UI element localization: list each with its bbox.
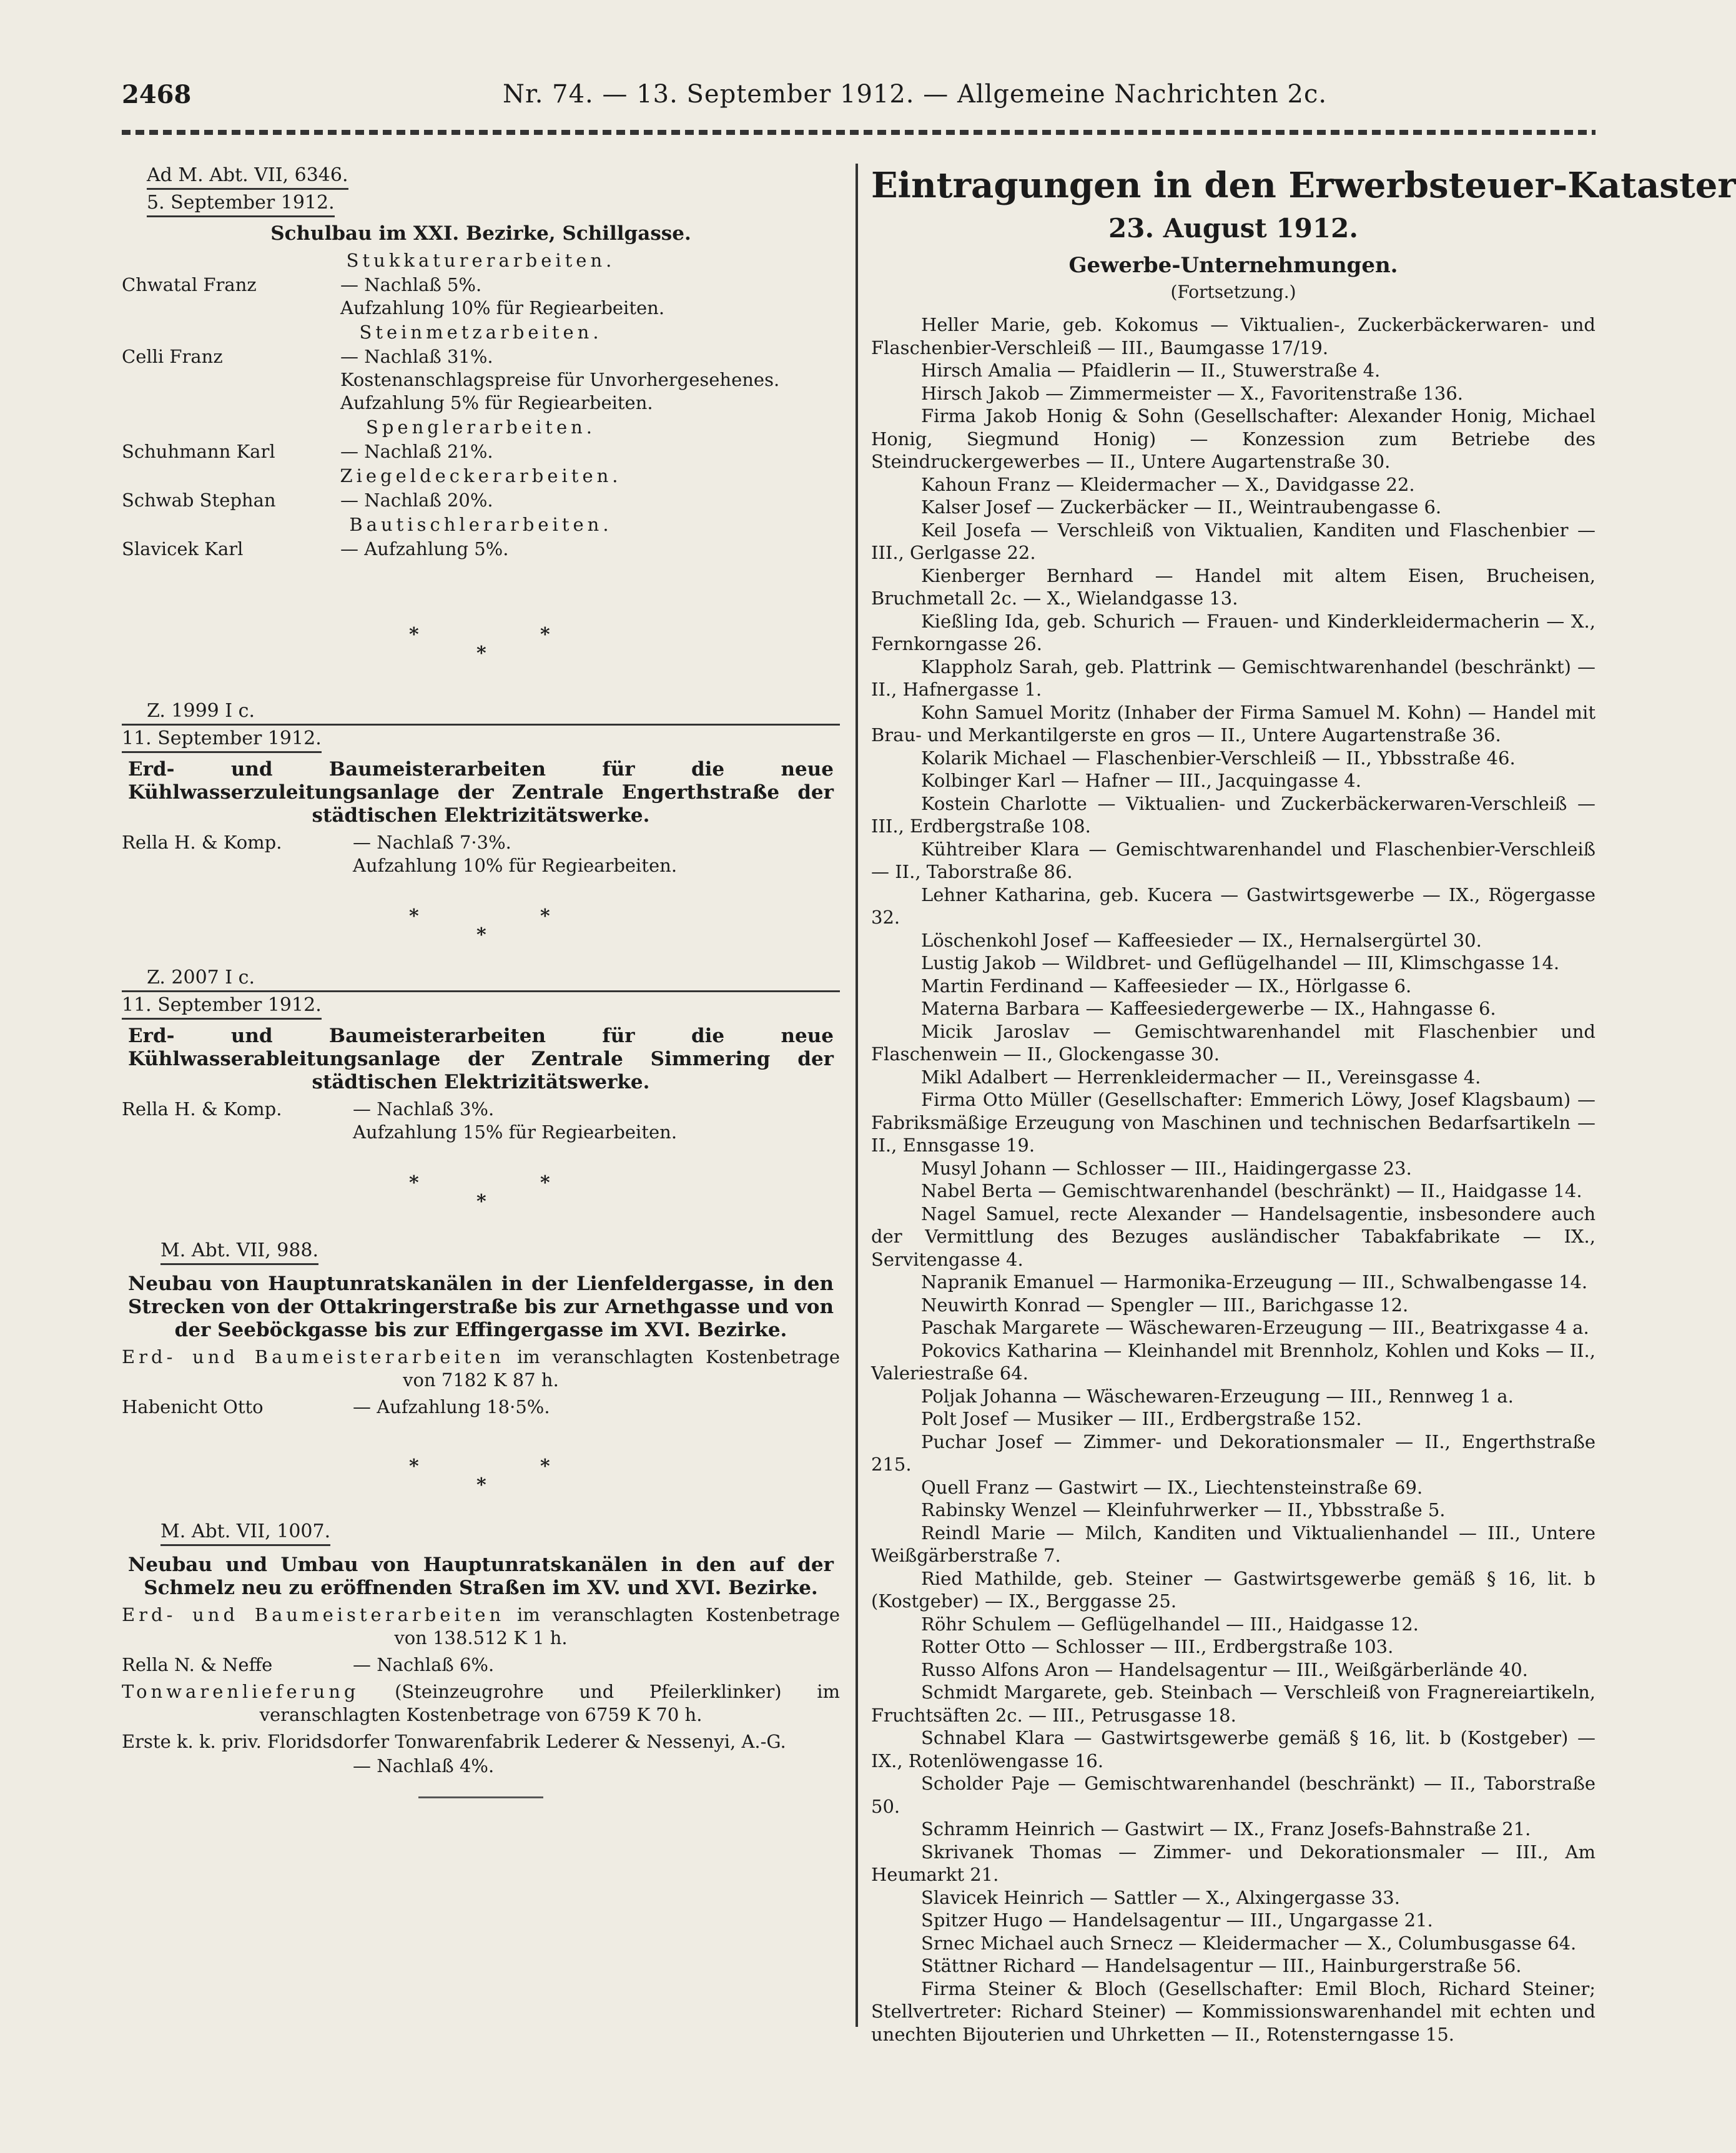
bid-entry: [122, 538, 840, 561]
notice-reference: Ad M. Abt. VII, 6346.: [147, 164, 348, 190]
star-glyph: *: [476, 643, 486, 664]
register-entry: Kostein Charlotte — Viktualien- und Zuckerbäckerwaren-Verschleiß — III., Erdbergstraße 108.: [871, 792, 1595, 837]
bid-detail: Kostenanschlagspreise für Unvorhergesehenes.: [340, 369, 780, 390]
section-heading: Stukkaturerarbeiten.: [346, 250, 616, 271]
section-text: [122, 1346, 840, 1392]
register-entry: Firma Otto Müller (Gesellschafter: Emmerich Löwy, Josef Klagsbaum) — Fabriksmäßige Erzeugung von Maschinen und technischen Bedarfsartikeln — II., Ennsgasse 19.: [871, 1089, 1595, 1156]
star-glyph: *: [540, 1172, 550, 1194]
bid-detail: — Nachlaß 20%.: [340, 490, 493, 511]
bid-detail: — Nachlaß 3%.: [353, 1098, 495, 1120]
bidder-name: Celli Franz: [122, 346, 223, 367]
star-glyph: *: [540, 905, 550, 927]
project-title: Erd- und Baumeisterarbeiten für die neue Kühlwasserableitungsanlage der Zentrale Simmering der städtischen Elektrizitätswerke.: [128, 1025, 834, 1093]
star-glyph: *: [540, 1456, 550, 1477]
register-entry: Firma Jakob Honig & Sohn (Gesellschafter: Alexander Honig, Michael Honig, Siegmund Honig) — Konzession zum Betriebe des Steindruckergewerbes — II., Untere Augartenstraße 30.: [871, 405, 1595, 472]
register-entry: Heller Marie, geb. Kokomus — Viktualien-, Zuckerbäckerwaren- und Flaschenbier-Verschleiß — III., Baumgasse 17/19.: [871, 314, 1595, 358]
bid-entry: [122, 1653, 840, 1677]
section-label: Erd- und Baumeisterarbeiten: [122, 1346, 505, 1367]
section-heading: Ziegeldeckerarbeiten.: [340, 465, 622, 486]
bid-detail: — Nachlaß 21%.: [340, 441, 493, 462]
section-title: Eintragungen in den Erwerbsteuer-Kataster: [871, 165, 1736, 206]
bid-entry: [122, 345, 840, 415]
register-entry: Löschenkohl Josef — Kaffeesieder — IX., Hernalsergürtel 30.: [921, 929, 1482, 951]
section-text: [122, 1680, 840, 1727]
star-glyph: *: [476, 1191, 486, 1213]
notice-reference: Z. 1999 I c.: [147, 700, 255, 722]
notice-block-1: [122, 164, 840, 561]
register-entry: Schmidt Margarete, geb. Steinbach — Verschleiß von Fragnereiartikeln, Fruchtsäften 2c. — III., Petrusgasse 18.: [871, 1682, 1595, 1726]
register-entry: Kolbinger Karl — Hafner — III., Jacquingasse 4.: [921, 770, 1361, 791]
register-entry: Neuwirth Konrad — Spengler — III., Barichgasse 12.: [921, 1294, 1409, 1316]
notice-date: 11. September 1912.: [122, 993, 322, 1020]
register-entry: Kohn Samuel Moritz (Inhaber der Firma Samuel M. Kohn) — Handel mit Brau- und Merkantilgerste en gros — II., Untere Augartenstraße 36.: [871, 701, 1595, 746]
bidder-name: Habenicht Otto: [122, 1396, 264, 1417]
register-entry: Mikl Adalbert — Herrenkleidermacher — II., Vereinsgasse 4.: [921, 1066, 1481, 1088]
register-entry: Röhr Schulem — Geflügelhandel — III., Haidgasse 12.: [921, 1613, 1419, 1635]
notice-block-3: [122, 966, 840, 1144]
bid-detail: — Nachlaß 31%.: [340, 346, 493, 367]
project-title: Schulbau im XXI. Bezirke, Schillgasse.: [270, 222, 691, 245]
register-entry: Paschak Margarete — Wäschewaren-Erzeugung — III., Beatrixgasse 4 a.: [921, 1317, 1589, 1338]
bid-detail: — Nachlaß 5%.: [340, 274, 482, 295]
register-entry: Musyl Johann — Schlosser — III., Haidingergasse 23.: [921, 1157, 1412, 1179]
closing-rule: [418, 1796, 543, 1798]
bid-detail: — Aufzahlung 5%.: [340, 538, 509, 559]
register-entry: Schnabel Klara — Gastwirtsgewerbe gemäß § 16, lit. b (Kostgeber) — IX., Rotenlöwengasse 16.: [871, 1727, 1595, 1771]
section-description: im veranschlagten Kostenbetrage von 138.512 K 1 h.: [394, 1604, 840, 1648]
bid-detail: Aufzahlung 5% für Regiearbeiten.: [340, 392, 653, 413]
bid-detail: — Nachlaß 4%.: [353, 1755, 495, 1776]
project-title: Neubau und Umbau von Hauptunratskanälen in den auf der Schmelz neu zu eröffnenden Straßen im XV. und XVI. Bezirke.: [128, 1554, 834, 1599]
section-heading: Bautischlerarbeiten.: [349, 514, 613, 535]
star-glyph: *: [409, 905, 419, 927]
register-entry: Skrivanek Thomas — Zimmer- und Dekorationsmaler — III., Am Heumarkt 21.: [871, 1841, 1595, 1885]
register-entry: Kahoun Franz — Kleidermacher — X., Davidgasse 22.: [921, 473, 1415, 495]
register-entry: Nabel Berta — Gemischtwarenhandel (beschränkt) — II., Haidgasse 14.: [921, 1180, 1582, 1201]
bid-detail: — Nachlaß 6%.: [353, 1654, 495, 1675]
register-entry: Slavicek Heinrich — Sattler — X., Alxingergasse 33.: [921, 1886, 1400, 1908]
column-divider: [856, 164, 858, 2027]
bidder-name: Schuhmann Karl: [122, 441, 275, 462]
header-rule: [122, 130, 1595, 135]
notice-block-5: [122, 1520, 840, 1798]
register-entry: Martin Ferdinand — Kaffeesieder — IX., Hörlgasse 6.: [921, 975, 1412, 997]
register-entry: Keil Josefa — Verschleiß von Viktualien, Kanditen und Flaschenbier — III., Gerlgasse 22.: [871, 519, 1595, 563]
register-entry: Kalser Josef — Zuckerbäcker — II., Weintraubengasse 6.: [921, 496, 1442, 518]
register-entry: Lehner Katharina, geb. Kucera — Gastwirtsgewerbe — IX., Rögergasse 32.: [871, 884, 1595, 928]
bidder-name: Rella N. & Neffe: [122, 1654, 273, 1675]
page-header: [122, 80, 1595, 124]
bid-entry: [122, 273, 840, 320]
register-entry: Russo Alfons Aron — Handelsagentur — III., Weißgärberlände 40.: [921, 1658, 1528, 1680]
register-entry: Srnec Michael auch Srnecz — Kleidermacher — X., Columbusgasse 64.: [921, 1932, 1577, 1954]
register-entry: Kolarik Michael — Flaschenbier-Verschleiß — II., Ybbsstraße 46.: [921, 747, 1516, 769]
star-separator: [122, 1420, 840, 1520]
bid-detail: — Nachlaß 7·3%.: [353, 832, 511, 853]
star-glyph: *: [409, 624, 419, 646]
register-entry: Nagel Samuel, recte Alexander — Handelsagentie, insbesondere auch der Vermittlung des Bezuges ausländischer Tabakfabrikate — IX., Servitengasse 4.: [871, 1203, 1595, 1270]
notice-block-2: [122, 699, 840, 877]
register-entry: Spitzer Hugo — Handelsagentur — III., Ungargasse 21.: [921, 1909, 1433, 1931]
register-entry: Stättner Richard — Handelsagentur — III., Hainburgerstraße 56.: [921, 1955, 1522, 1976]
bid-detail: Aufzahlung 10% für Regiearbeiten.: [353, 855, 678, 876]
section-date: 23. August 1912.: [1108, 213, 1358, 244]
register-entry: Hirsch Amalia — Pfaidlerin — II., Stuwerstraße 4.: [921, 360, 1381, 381]
register-entry: Schramm Heinrich — Gastwirt — IX., Franz Josefs-Bahnstraße 21.: [921, 1818, 1531, 1840]
bid-detail: Aufzahlung 15% für Regiearbeiten.: [353, 1121, 678, 1143]
header-issue-line: Nr. 74. — 13. September 1912. — Allgemeine Nachrichten 2c.: [503, 80, 1328, 109]
register-entries: [871, 313, 1595, 2046]
bidder-name: Chwatal Franz: [122, 274, 257, 295]
firm-name: Erste k. k. priv. Floridsdorfer Tonwarenfabrik Lederer & Nessenyi, A.-G.: [122, 1731, 786, 1752]
star-separator: [122, 879, 840, 966]
register-entry: Kießling Ida, geb. Schurich — Frauen- und Kinderkleidermacherin — X., Fernkorngasse 26.: [871, 610, 1595, 654]
bid-entry: [122, 489, 840, 512]
register-entry: Firma Steiner & Bloch (Gesellschafter: Emil Bloch, Richard Steiner; Stellvertreter: Richard Steiner) — Kommissionswarenhandel mit echten und unechten Bijouterien und Uhrketten — II., Rotensterngasse 15.: [871, 1978, 1595, 2045]
register-entry: Polt Josef — Musiker — III., Erdbergstraße 152.: [921, 1408, 1362, 1429]
register-entry: Scholder Paje — Gemischtwarenhandel (beschränkt) — II., Taborstraße 50.: [871, 1773, 1595, 1817]
register-entry: Kienberger Bernhard — Handel mit altem Eisen, Brucheisen, Bruchmetall 2c. — X., Wielandgasse 13.: [871, 564, 1595, 609]
register-entry: Rotter Otto — Schlosser — III., Erdbergstraße 103.: [921, 1636, 1394, 1657]
register-entry: Ried Mathilde, geb. Steiner — Gastwirtsgewerbe gemäß § 16, lit. b (Kostgeber) — IX., Berggasse 25.: [871, 1567, 1595, 1612]
register-entry: Klappholz Sarah, geb. Plattrink — Gemischtwarenhandel (beschränkt) — II., Hafnergasse 1.: [871, 656, 1595, 700]
register-entry: Rabinsky Wenzel — Kleinfuhrwerker — II., Ybbsstraße 5.: [921, 1499, 1446, 1520]
project-title: Neubau von Hauptunratskanälen in der Lienfeldergasse, in den Strecken von der Ottakringerstraße bis zur Arnethgasse und von der Seeböckgasse bis zur Effingergasse im XVI. Bezirke.: [128, 1273, 834, 1341]
section-heading: Steinmetzarbeiten.: [359, 322, 603, 343]
right-column: [871, 164, 1736, 2046]
notice-reference: Z. 2007 I c.: [147, 967, 255, 988]
register-entry: Poljak Johanna — Wäschewaren-Erzeugung — III., Rennweg 1 a.: [921, 1385, 1514, 1407]
notice-date: 11. September 1912.: [122, 727, 322, 753]
register-entry: Reindl Marie — Milch, Kanditen und Viktualienhandel — III., Untere Weißgärberstraße 7.: [871, 1522, 1595, 1566]
star-separator: [122, 1145, 840, 1239]
bid-entry: [122, 831, 840, 877]
section-subtitle: Gewerbe-Unternehmungen.: [1068, 253, 1398, 278]
star-separator: [122, 562, 840, 699]
section-description: im veranschlagten Kostenbetrage von 7182 K 87 h.: [403, 1346, 840, 1391]
register-entry: Pokovics Katharina — Kleinhandel mit Brennholz, Kohlen und Koks — II., Valeriestraße 64.: [871, 1339, 1595, 1384]
bid-detail: — Aufzahlung 18·5%.: [353, 1396, 550, 1417]
bid-detail: Aufzahlung 10% für Regiearbeiten.: [340, 297, 665, 318]
register-entry: Kühtreiber Klara — Gemischtwarenhandel und Flaschenbier-Verschleiß — II., Taborstraße 86.: [871, 838, 1595, 882]
bidder-name: Rella H. & Komp.: [122, 832, 282, 853]
notice-reference: M. Abt. VII, 988.: [160, 1239, 318, 1265]
page-number: 2468: [122, 80, 192, 109]
star-glyph: *: [540, 624, 550, 646]
register-entry: Materna Barbara — Kaffeesiedergewerbe — IX., Hahngasse 6.: [921, 998, 1496, 1019]
section-text: [122, 1604, 840, 1650]
register-entry: Puchar Josef — Zimmer- und Dekorationsmaler — II., Engerthstraße 215.: [871, 1431, 1595, 1475]
section-label: Tonwarenlieferung: [122, 1681, 360, 1702]
bidder-name: Rella H. & Komp.: [122, 1098, 282, 1120]
project-title: Erd- und Baumeisterarbeiten für die neue Kühlwasserzuleitungsanlage der Zentrale Engerthstraße der städtischen Elektrizitätswerke.: [128, 758, 834, 827]
bid-entry: [122, 1098, 840, 1144]
register-entry: Napranik Emanuel — Harmonika-Erzeugung — III., Schwalbengasse 14.: [921, 1271, 1588, 1293]
continuation-note: (Fortsetzung.): [1170, 282, 1296, 302]
section-description: (Steinzeugrohre und Pfeilerklinker) im veranschlagten Kostenbetrage von 6759 K 70 h.: [259, 1681, 840, 1725]
bid-entry: [122, 440, 840, 463]
star-glyph: *: [476, 924, 486, 946]
section-heading: Spenglerarbeiten.: [366, 416, 596, 438]
register-entry: Micik Jaroslav — Gemischtwarenhandel mit Flaschenbier und Flaschenwein — II., Glockengasse 30.: [871, 1020, 1595, 1065]
notice-block-4: [122, 1239, 840, 1419]
notice-reference: M. Abt. VII, 1007.: [160, 1520, 330, 1546]
star-glyph: *: [409, 1172, 419, 1194]
register-entry: Lustig Jakob — Wildbret- und Geflügelhandel — III, Klimschgasse 14.: [921, 952, 1560, 973]
left-column: [122, 164, 840, 1798]
star-glyph: *: [476, 1474, 486, 1496]
register-entry: Hirsch Jakob — Zimmermeister — X., Favoritenstraße 136.: [921, 382, 1464, 404]
notice-date: 5. September 1912.: [147, 191, 335, 217]
bid-entry: [122, 1396, 840, 1419]
register-entry: Quell Franz — Gastwirt — IX., Liechtensteinstraße 69.: [921, 1476, 1423, 1498]
bidder-name: Slavicek Karl: [122, 538, 244, 559]
star-glyph: *: [409, 1456, 419, 1477]
bidder-name: Schwab Stephan: [122, 490, 276, 511]
section-label: Erd- und Baumeisterarbeiten: [122, 1604, 505, 1625]
